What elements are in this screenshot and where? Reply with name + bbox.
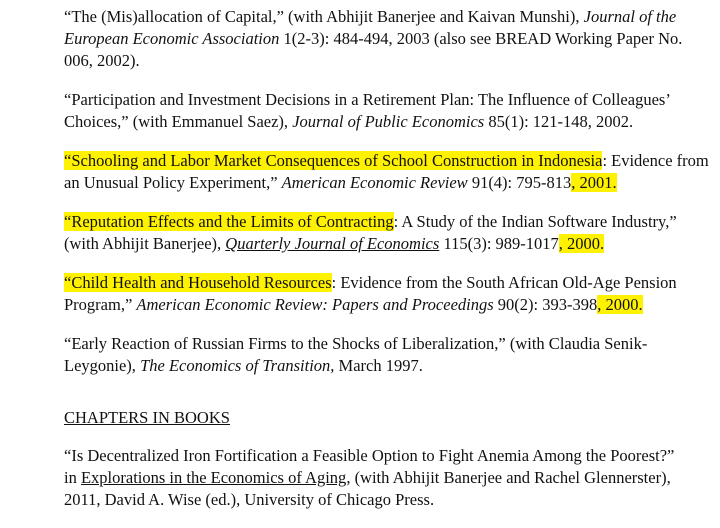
highlighted-year: , 2000. bbox=[597, 295, 643, 314]
entry-line bbox=[64, 111, 704, 133]
entry-line bbox=[64, 150, 709, 172]
journal-name: American Economic Review bbox=[281, 173, 468, 192]
entry-text: in bbox=[64, 468, 81, 487]
entry-line bbox=[64, 333, 704, 355]
entry-line bbox=[64, 355, 704, 377]
entry-text: 90(2): 393-398 bbox=[493, 295, 598, 314]
entry-line bbox=[64, 467, 704, 489]
highlighted-year: , 2000. bbox=[558, 234, 605, 253]
entry-text: : Evidence from bbox=[602, 151, 709, 170]
highlighted-year: , 2001. bbox=[571, 173, 617, 192]
entry-text: 1(2-3): 484-494, 2003 (also see BREAD Working Paper No. bbox=[279, 29, 683, 48]
entry-text: “Is Decentralized Iron Fortification a Feasible Option to Fight Anemia Among the Poorest?” bbox=[64, 446, 675, 465]
entry-text: an Unusual Policy Experiment,” bbox=[64, 173, 282, 192]
entry-text: 115(3): 989-1017 bbox=[439, 234, 559, 253]
entry-text: 2011, David A. Wise (ed.), University of Chicago Press. bbox=[64, 490, 435, 509]
entry-text: : A Study of the Indian Software Industry,” bbox=[393, 212, 677, 231]
entry-text: “Participation and Investment Decisions in a Retirement Plan: The Influence of Colleagues’ bbox=[64, 90, 671, 109]
journal-name: The Economics of Transition bbox=[140, 356, 331, 375]
entry-line bbox=[64, 28, 704, 50]
entry-text: 91(4): 795-813 bbox=[467, 173, 572, 192]
book-title: Explorations in the Economics of Aging bbox=[80, 468, 347, 487]
entry-text: Choices,” (with Emmanuel Saez), bbox=[64, 112, 293, 131]
highlighted-title: “Reputation Effects and the Limits of Contracting bbox=[64, 212, 394, 231]
entry-text: 006, 2002). bbox=[64, 51, 140, 70]
entry-text: : Evidence from the South African Old-Age Pension bbox=[331, 273, 677, 292]
entry-line bbox=[64, 172, 704, 194]
entry-text: “Early Reaction of Russian Firms to the Shocks of Liberalization,” (with Claudia Senik- bbox=[64, 334, 648, 353]
journal-name: European Economic Association bbox=[64, 29, 280, 48]
highlighted-title: “Child Health and Household Resources bbox=[64, 273, 332, 292]
publication-entry-russian-firms bbox=[64, 333, 704, 377]
publication-entry-misallocation bbox=[64, 6, 704, 72]
entry-line bbox=[64, 89, 704, 111]
publication-entry-reputation-effects bbox=[64, 211, 704, 255]
entry-text: , March 1997. bbox=[330, 356, 423, 375]
entry-text: Program,” bbox=[64, 295, 137, 314]
entry-text: , (with Abhijit Banerjee and Rachel Glennerster), bbox=[346, 468, 671, 487]
chapter-entry-iron-fortification bbox=[64, 445, 704, 511]
journal-name: Quarterly Journal of Economics bbox=[225, 234, 440, 253]
entry-line bbox=[64, 233, 704, 255]
journal-name: Journal of Public Economics bbox=[292, 112, 485, 131]
entry-line bbox=[64, 6, 704, 28]
entry-line bbox=[64, 489, 704, 511]
entry-line bbox=[64, 294, 704, 316]
publication-list bbox=[64, 6, 709, 528]
entry-line bbox=[64, 50, 704, 72]
journal-name: American Economic Review: Papers and Proceedings bbox=[136, 295, 494, 314]
entry-text: 85(1): 121-148, 2002. bbox=[484, 112, 634, 131]
entry-text: Leygonie), bbox=[64, 356, 141, 375]
publication-entry-schooling-indonesia bbox=[64, 150, 709, 194]
entry-line bbox=[64, 445, 704, 467]
journal-name: Journal of the bbox=[583, 7, 677, 26]
entry-line bbox=[64, 272, 704, 294]
highlighted-title: “Schooling and Labor Market Consequences of School Construction in Indonesia bbox=[64, 151, 603, 170]
entry-line bbox=[64, 211, 704, 233]
publication-entry-child-health bbox=[64, 272, 704, 316]
entry-text: (with Abhijit Banerjee), bbox=[64, 234, 226, 253]
section-heading-chapters: CHAPTERS IN BOOKS bbox=[64, 408, 230, 427]
publication-entry-retirement-plan bbox=[64, 89, 704, 133]
entry-text: “The (Mis)allocation of Capital,” (with Abhijit Banerjee and Kaivan Munshi), bbox=[64, 7, 584, 26]
